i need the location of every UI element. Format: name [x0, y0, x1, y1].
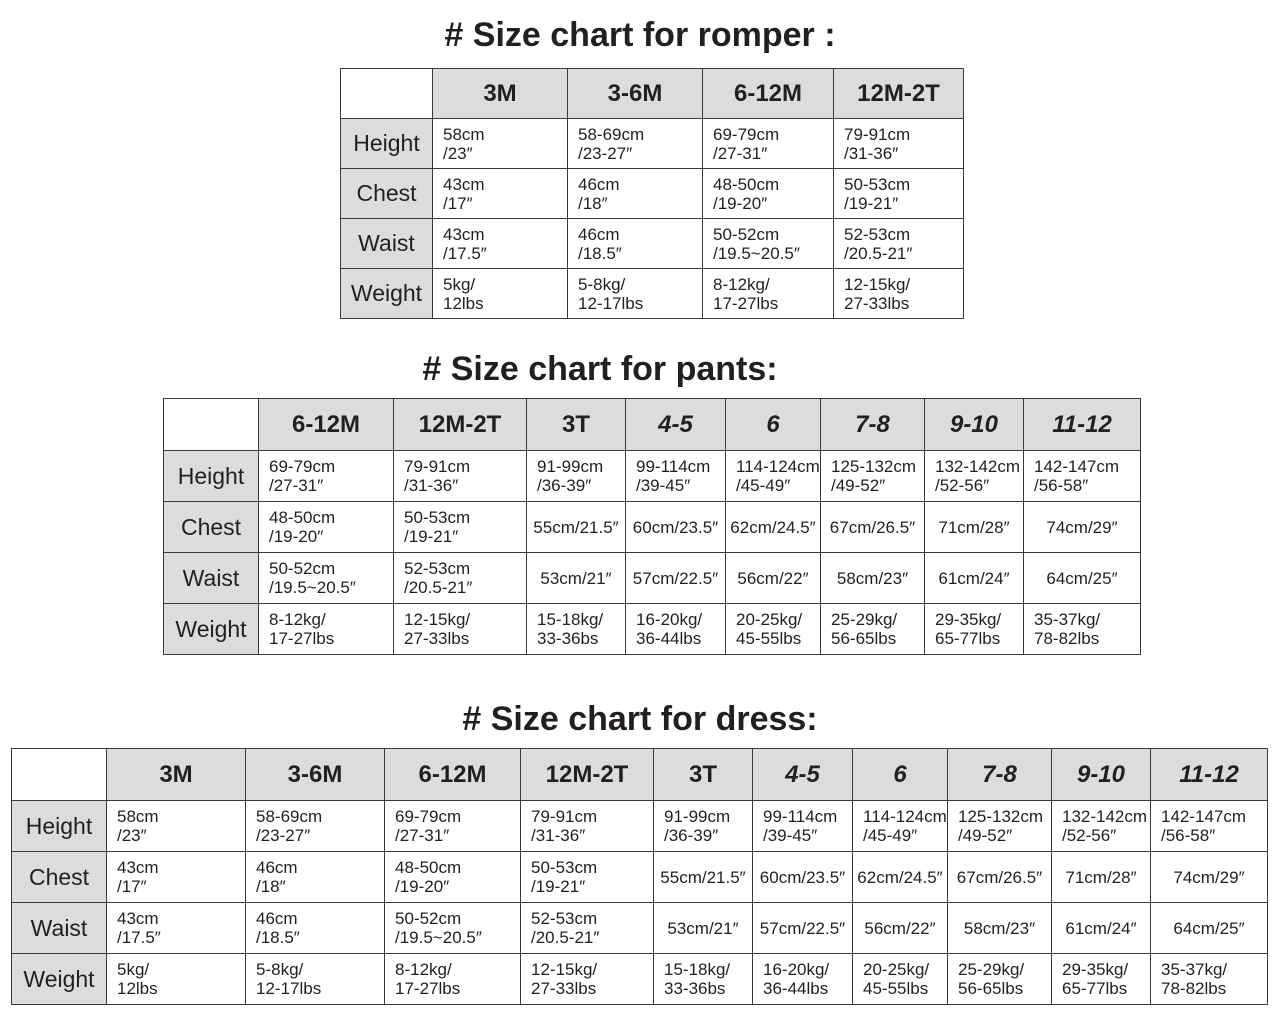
cell-line: 91-99cm	[664, 807, 731, 826]
cell-line: /18.5″	[578, 243, 622, 263]
cell-line: /17″	[117, 877, 147, 896]
cell-line: 5kg/	[117, 960, 150, 979]
cell-line: /31-36″	[844, 143, 899, 163]
cell-line: /31-36″	[531, 826, 586, 845]
dress-size-header-3m: 3M	[107, 749, 246, 801]
pants-cell-weight-11-12	[1024, 604, 1141, 655]
cell-line: /19-21″	[844, 193, 899, 213]
cell-line: 12lbs	[117, 979, 158, 998]
dress-cell-weight-3t	[654, 954, 753, 1005]
cell-line: /52-56″	[935, 476, 990, 495]
cell-line: /39-45″	[763, 826, 818, 845]
cell-line: 52-53cm	[404, 559, 471, 578]
cell-line: 50-53cm	[404, 508, 471, 527]
dress-cell-chest-3-6m	[246, 852, 385, 903]
cell-line: 99-114cm	[636, 457, 711, 476]
cell-line: 62cm/24.5″	[730, 517, 816, 537]
pants-cell-waist-9-10	[925, 553, 1024, 604]
cell-line: 56cm/22″	[737, 568, 809, 588]
cell-line: 50-52cm	[395, 909, 462, 928]
cell-line: /17.5″	[443, 243, 487, 263]
pants-cell-waist-6	[726, 553, 821, 604]
cell-line: 15-18kg/	[664, 960, 731, 979]
cell-line: 12-15kg/	[844, 274, 911, 294]
romper-cell-waist-6-12m	[703, 219, 834, 269]
dress-size-header-9-10: 9-10	[1052, 749, 1151, 801]
dress-header-corner	[12, 749, 107, 801]
cell-line: 33-36bs	[664, 979, 726, 998]
cell-line: 55cm/21.5″	[533, 517, 619, 537]
pants-cell-height-12m-2t	[394, 451, 527, 502]
cell-line: /19.5~20.5″	[395, 928, 482, 947]
dress-cell-chest-11-12	[1151, 852, 1268, 903]
pants-cell-weight-9-10	[925, 604, 1024, 655]
pants-cell-waist-7-8	[821, 553, 925, 604]
pants-cell-chest-6	[726, 502, 821, 553]
cell-line: /19-21″	[404, 527, 459, 546]
dress-cell-height-3m	[107, 801, 246, 852]
romper-row-label-height: Height	[341, 119, 433, 169]
cell-line: 27-33lbs	[404, 629, 470, 648]
cell-line: 53cm/21″	[540, 568, 612, 588]
cell-line: 12-17lbs	[578, 293, 644, 313]
cell-line: 27-33lbs	[844, 293, 910, 313]
pants-row-label-chest: Chest	[164, 502, 259, 553]
cell-line: 55cm/21.5″	[660, 867, 746, 887]
cell-line: /36-39″	[664, 826, 719, 845]
romper-cell-waist-12m-2t	[834, 219, 964, 269]
cell-line: /36-39″	[537, 476, 592, 495]
cell-line: /19.5~20.5″	[269, 578, 356, 597]
dress-cell-waist-3m	[107, 903, 246, 954]
romper-size-header-3m: 3M	[433, 69, 568, 119]
romper-size-table	[340, 68, 964, 319]
cell-line: 78-82lbs	[1034, 629, 1100, 648]
dress-row-waist	[12, 903, 1268, 954]
cell-line: 58cm	[443, 124, 485, 144]
dress-cell-height-6-12m	[385, 801, 521, 852]
cell-line: 43cm	[443, 174, 485, 194]
cell-line: 69-79cm	[269, 457, 336, 476]
pants-cell-chest-12m-2t	[394, 502, 527, 553]
dress-size-header-6: 6	[853, 749, 948, 801]
romper-row-label-chest: Chest	[341, 169, 433, 219]
romper-cell-chest-12m-2t	[834, 169, 964, 219]
dress-cell-height-12m-2t	[521, 801, 654, 852]
dress-cell-waist-6	[853, 903, 948, 954]
cell-line: 29-35kg/	[1062, 960, 1129, 979]
cell-line: 36-44lbs	[763, 979, 829, 998]
pants-size-header-3t: 3T	[527, 399, 626, 451]
dress-cell-chest-3m	[107, 852, 246, 903]
cell-line: 35-37kg/	[1161, 960, 1228, 979]
cell-line: /45-49″	[863, 826, 918, 845]
cell-line: /31-36″	[404, 476, 459, 495]
cell-line: 27-33lbs	[531, 979, 597, 998]
dress-cell-chest-7-8	[948, 852, 1052, 903]
cell-line: 12-17lbs	[256, 979, 322, 998]
cell-line: 57cm/22.5″	[632, 568, 719, 588]
cell-line: /52-56″	[1062, 826, 1117, 845]
dress-cell-waist-12m-2t	[521, 903, 654, 954]
cell-line: /49-52″	[831, 476, 886, 495]
cell-line: 58-69cm	[256, 807, 323, 826]
cell-line: 5kg/	[443, 274, 476, 294]
dress-row-chest	[12, 852, 1268, 903]
dress-cell-weight-3-6m	[246, 954, 385, 1005]
pants-cell-weight-12m-2t	[394, 604, 527, 655]
cell-line: 16-20kg/	[763, 960, 830, 979]
cell-line: 46cm	[256, 909, 298, 928]
cell-line: /56-58″	[1034, 476, 1089, 495]
cell-line: 48-50cm	[269, 508, 336, 527]
pants-cell-waist-6-12m	[259, 553, 394, 604]
dress-cell-weight-7-8	[948, 954, 1052, 1005]
cell-line: /19-20″	[395, 877, 450, 896]
cell-line: 16-20kg/	[636, 610, 703, 629]
cell-line: 125-132cm	[958, 807, 1044, 826]
cell-line: 74cm/29″	[1173, 867, 1245, 887]
pants-size-header-4-5: 4-5	[626, 399, 726, 451]
cell-line: 5-8kg/	[256, 960, 304, 979]
dress-cell-weight-4-5	[753, 954, 853, 1005]
romper-size-header-12m-2t: 12M-2T	[834, 69, 964, 119]
dress-cell-height-11-12	[1151, 801, 1268, 852]
cell-line: 58cm/23″	[963, 918, 1036, 938]
dress-cell-chest-3t	[654, 852, 753, 903]
pants-cell-height-4-5	[626, 451, 726, 502]
cell-line: 91-99cm	[537, 457, 604, 476]
cell-line: 61cm/24″	[938, 568, 1010, 588]
romper-cell-height-3m	[433, 119, 568, 169]
cell-line: 8-12kg/	[269, 610, 326, 629]
cell-line: /56-58″	[1161, 826, 1216, 845]
cell-line: /17.5″	[117, 928, 161, 947]
cell-line: 46cm	[578, 174, 620, 194]
pants-row-weight	[164, 604, 1141, 655]
cell-line: 142-147cm	[1161, 807, 1247, 826]
pants-cell-chest-4-5	[626, 502, 726, 553]
dress-cell-waist-9-10	[1052, 903, 1151, 954]
pants-cell-height-7-8	[821, 451, 925, 502]
dress-size-header-4-5: 4-5	[753, 749, 853, 801]
cell-line: 114-124cm	[736, 457, 820, 476]
cell-line: 69-79cm	[713, 124, 780, 144]
cell-line: 65-77lbs	[935, 629, 1001, 648]
cell-line: 60cm/23.5″	[759, 867, 846, 887]
cell-line: 61cm/24″	[1065, 918, 1137, 938]
pants-cell-height-11-12	[1024, 451, 1141, 502]
cell-line: 53cm/21″	[667, 918, 739, 938]
romper-cell-height-6-12m	[703, 119, 834, 169]
cell-line: 43cm	[117, 858, 159, 877]
cell-line: 132-142cm	[1062, 807, 1148, 826]
pants-size-header-11-12: 11-12	[1024, 399, 1141, 451]
cell-line: 56cm/22″	[864, 918, 936, 938]
cell-line: 62cm/24.5″	[857, 867, 943, 887]
pants-cell-weight-7-8	[821, 604, 925, 655]
cell-line: 58-69cm	[578, 124, 645, 144]
dress-cell-waist-3t	[654, 903, 753, 954]
cell-line: 99-114cm	[763, 807, 838, 826]
dress-title: # Size chart for dress:	[462, 700, 818, 738]
romper-cell-waist-3m	[433, 219, 568, 269]
dress-cell-waist-7-8	[948, 903, 1052, 954]
dress-size-header-3-6m: 3-6M	[246, 749, 385, 801]
romper-row-height	[341, 119, 964, 169]
cell-line: 114-124cm	[863, 807, 947, 826]
romper-row-weight	[341, 269, 964, 319]
pants-cell-chest-3t	[527, 502, 626, 553]
pants-cell-chest-9-10	[925, 502, 1024, 553]
dress-row-height	[12, 801, 1268, 852]
cell-line: 12lbs	[443, 293, 484, 313]
cell-line: /20.5-21″	[404, 578, 473, 597]
pants-size-header-9-10: 9-10	[925, 399, 1024, 451]
cell-line: /18″	[578, 193, 608, 213]
dress-size-header-12m-2t: 12M-2T	[521, 749, 654, 801]
dress-cell-weight-6	[853, 954, 948, 1005]
pants-cell-waist-12m-2t	[394, 553, 527, 604]
cell-line: 79-91cm	[531, 807, 598, 826]
dress-cell-chest-12m-2t	[521, 852, 654, 903]
romper-size-header-3-6m: 3-6M	[568, 69, 703, 119]
dress-row-label-height: Height	[12, 801, 107, 852]
dress-cell-chest-4-5	[753, 852, 853, 903]
romper-cell-weight-6-12m	[703, 269, 834, 319]
cell-line: /23″	[443, 143, 473, 163]
dress-cell-chest-6	[853, 852, 948, 903]
cell-line: /20.5-21″	[844, 243, 913, 263]
cell-line: /23-27″	[578, 143, 633, 163]
romper-size-header-6-12m: 6-12M	[703, 69, 834, 119]
romper-row-label-waist: Waist	[341, 219, 433, 269]
pants-cell-weight-4-5	[626, 604, 726, 655]
romper-title: # Size chart for romper :	[444, 16, 836, 54]
cell-line: 20-25kg/	[736, 610, 803, 629]
pants-cell-height-9-10	[925, 451, 1024, 502]
pants-cell-waist-4-5	[626, 553, 726, 604]
cell-line: 50-52cm	[269, 559, 336, 578]
pants-title: # Size chart for pants:	[422, 350, 778, 388]
cell-line: 65-77lbs	[1062, 979, 1128, 998]
cell-line: 58cm/23″	[836, 568, 909, 588]
dress-table-wrap	[11, 748, 1268, 1005]
cell-line: /39-45″	[636, 476, 691, 495]
dress-row-label-chest: Chest	[12, 852, 107, 903]
pants-cell-weight-6	[726, 604, 821, 655]
pants-cell-height-3t	[527, 451, 626, 502]
cell-line: 12-15kg/	[404, 610, 471, 629]
romper-cell-weight-3-6m	[568, 269, 703, 319]
pants-size-table	[163, 398, 1141, 655]
romper-cell-chest-6-12m	[703, 169, 834, 219]
cell-line: 43cm	[443, 224, 485, 244]
cell-line: /23″	[117, 826, 147, 845]
pants-size-header-6: 6	[726, 399, 821, 451]
cell-line: /19-21″	[531, 877, 586, 896]
cell-line: /20.5-21″	[531, 928, 600, 947]
pants-row-waist	[164, 553, 1141, 604]
cell-line: /19-20″	[713, 193, 768, 213]
cell-line: /19-20″	[269, 527, 324, 546]
pants-cell-chest-6-12m	[259, 502, 394, 553]
romper-cell-weight-12m-2t	[834, 269, 964, 319]
cell-line: 50-53cm	[531, 858, 598, 877]
dress-cell-height-6	[853, 801, 948, 852]
pants-cell-chest-7-8	[821, 502, 925, 553]
cell-line: 29-35kg/	[935, 610, 1002, 629]
cell-line: 25-29kg/	[831, 610, 898, 629]
cell-line: 79-91cm	[404, 457, 471, 476]
cell-line: 132-142cm	[935, 457, 1021, 476]
cell-line: 52-53cm	[844, 224, 911, 244]
pants-cell-height-6-12m	[259, 451, 394, 502]
dress-size-header-3t: 3T	[654, 749, 753, 801]
pants-cell-waist-3t	[527, 553, 626, 604]
cell-line: 52-53cm	[531, 909, 598, 928]
cell-line: 20-25kg/	[863, 960, 930, 979]
dress-size-table	[11, 748, 1268, 1005]
cell-line: 67cm/26.5″	[956, 867, 1043, 887]
cell-line: 8-12kg/	[395, 960, 452, 979]
cell-line: 50-53cm	[844, 174, 911, 194]
dress-row-label-weight: Weight	[12, 954, 107, 1005]
pants-cell-weight-3t	[527, 604, 626, 655]
pants-row-label-weight: Weight	[164, 604, 259, 655]
cell-line: 17-27lbs	[713, 293, 779, 313]
cell-line: 48-50cm	[713, 174, 780, 194]
cell-line: 5-8kg/	[578, 274, 626, 294]
pants-size-header-12m-2t: 12M-2T	[394, 399, 527, 451]
cell-line: 35-37kg/	[1034, 610, 1101, 629]
cell-line: /45-49″	[736, 476, 791, 495]
cell-line: 48-50cm	[395, 858, 462, 877]
dress-row-label-waist: Waist	[12, 903, 107, 954]
cell-line: 45-55lbs	[863, 979, 929, 998]
cell-line: 79-91cm	[844, 124, 911, 144]
dress-cell-waist-3-6m	[246, 903, 385, 954]
dress-row-weight	[12, 954, 1268, 1005]
cell-line: 58cm	[117, 807, 159, 826]
dress-cell-weight-12m-2t	[521, 954, 654, 1005]
romper-cell-chest-3m	[433, 169, 568, 219]
cell-line: /18.5″	[256, 928, 300, 947]
romper-table-wrap	[340, 68, 964, 319]
cell-line: /18″	[256, 877, 286, 896]
cell-line: 45-55lbs	[736, 629, 802, 648]
dress-cell-weight-9-10	[1052, 954, 1151, 1005]
dress-cell-height-9-10	[1052, 801, 1151, 852]
cell-line: /19.5~20.5″	[713, 243, 800, 263]
romper-row-waist	[341, 219, 964, 269]
dress-cell-height-4-5	[753, 801, 853, 852]
pants-row-chest	[164, 502, 1141, 553]
cell-line: 69-79cm	[395, 807, 462, 826]
pants-cell-height-6	[726, 451, 821, 502]
romper-cell-height-3-6m	[568, 119, 703, 169]
romper-cell-chest-3-6m	[568, 169, 703, 219]
pants-table-wrap	[163, 398, 1141, 655]
cell-line: 46cm	[578, 224, 620, 244]
pants-cell-chest-11-12	[1024, 502, 1141, 553]
cell-line: 67cm/26.5″	[829, 517, 916, 537]
dress-cell-waist-4-5	[753, 903, 853, 954]
dress-cell-waist-11-12	[1151, 903, 1268, 954]
cell-line: 33-36bs	[537, 629, 599, 648]
dress-cell-weight-11-12	[1151, 954, 1268, 1005]
cell-line: 142-147cm	[1034, 457, 1120, 476]
pants-row-label-height: Height	[164, 451, 259, 502]
cell-line: 15-18kg/	[537, 610, 604, 629]
romper-row-label-weight: Weight	[341, 269, 433, 319]
romper-cell-waist-3-6m	[568, 219, 703, 269]
dress-cell-chest-9-10	[1052, 852, 1151, 903]
dress-cell-weight-6-12m	[385, 954, 521, 1005]
cell-line: 17-27lbs	[395, 979, 461, 998]
cell-line: /23-27″	[256, 826, 311, 845]
pants-cell-weight-6-12m	[259, 604, 394, 655]
cell-line: 17-27lbs	[269, 629, 335, 648]
cell-line: 71cm/28″	[1065, 867, 1137, 887]
cell-line: 125-132cm	[831, 457, 917, 476]
romper-cell-height-12m-2t	[834, 119, 964, 169]
dress-size-header-7-8: 7-8	[948, 749, 1052, 801]
dress-size-header-6-12m: 6-12M	[385, 749, 521, 801]
cell-line: /49-52″	[958, 826, 1013, 845]
romper-cell-weight-3m	[433, 269, 568, 319]
pants-header-corner	[164, 399, 259, 451]
romper-header-corner	[341, 69, 433, 119]
cell-line: 71cm/28″	[938, 517, 1010, 537]
dress-cell-height-3t	[654, 801, 753, 852]
pants-size-header-6-12m: 6-12M	[259, 399, 394, 451]
dress-cell-weight-3m	[107, 954, 246, 1005]
pants-cell-waist-11-12	[1024, 553, 1141, 604]
cell-line: 43cm	[117, 909, 159, 928]
cell-line: 50-52cm	[713, 224, 780, 244]
cell-line: /17″	[443, 193, 473, 213]
cell-line: 8-12kg/	[713, 274, 770, 294]
cell-line: 60cm/23.5″	[632, 517, 719, 537]
cell-line: /27-31″	[395, 826, 450, 845]
romper-row-chest	[341, 169, 964, 219]
dress-cell-chest-6-12m	[385, 852, 521, 903]
cell-line: 36-44lbs	[636, 629, 702, 648]
dress-size-header-11-12: 11-12	[1151, 749, 1268, 801]
dress-cell-height-7-8	[948, 801, 1052, 852]
cell-line: 46cm	[256, 858, 298, 877]
pants-size-header-7-8: 7-8	[821, 399, 925, 451]
dress-cell-height-3-6m	[246, 801, 385, 852]
cell-line: 64cm/25″	[1173, 918, 1245, 938]
cell-line: 12-15kg/	[531, 960, 598, 979]
pants-row-label-waist: Waist	[164, 553, 259, 604]
pants-row-height	[164, 451, 1141, 502]
cell-line: /27-31″	[269, 476, 324, 495]
dress-cell-waist-6-12m	[385, 903, 521, 954]
cell-line: 56-65lbs	[958, 979, 1024, 998]
cell-line: 78-82lbs	[1161, 979, 1227, 998]
cell-line: 25-29kg/	[958, 960, 1025, 979]
cell-line: 57cm/22.5″	[759, 918, 846, 938]
cell-line: /27-31″	[713, 143, 768, 163]
cell-line: 56-65lbs	[831, 629, 897, 648]
cell-line: 74cm/29″	[1046, 517, 1118, 537]
cell-line: 64cm/25″	[1046, 568, 1118, 588]
